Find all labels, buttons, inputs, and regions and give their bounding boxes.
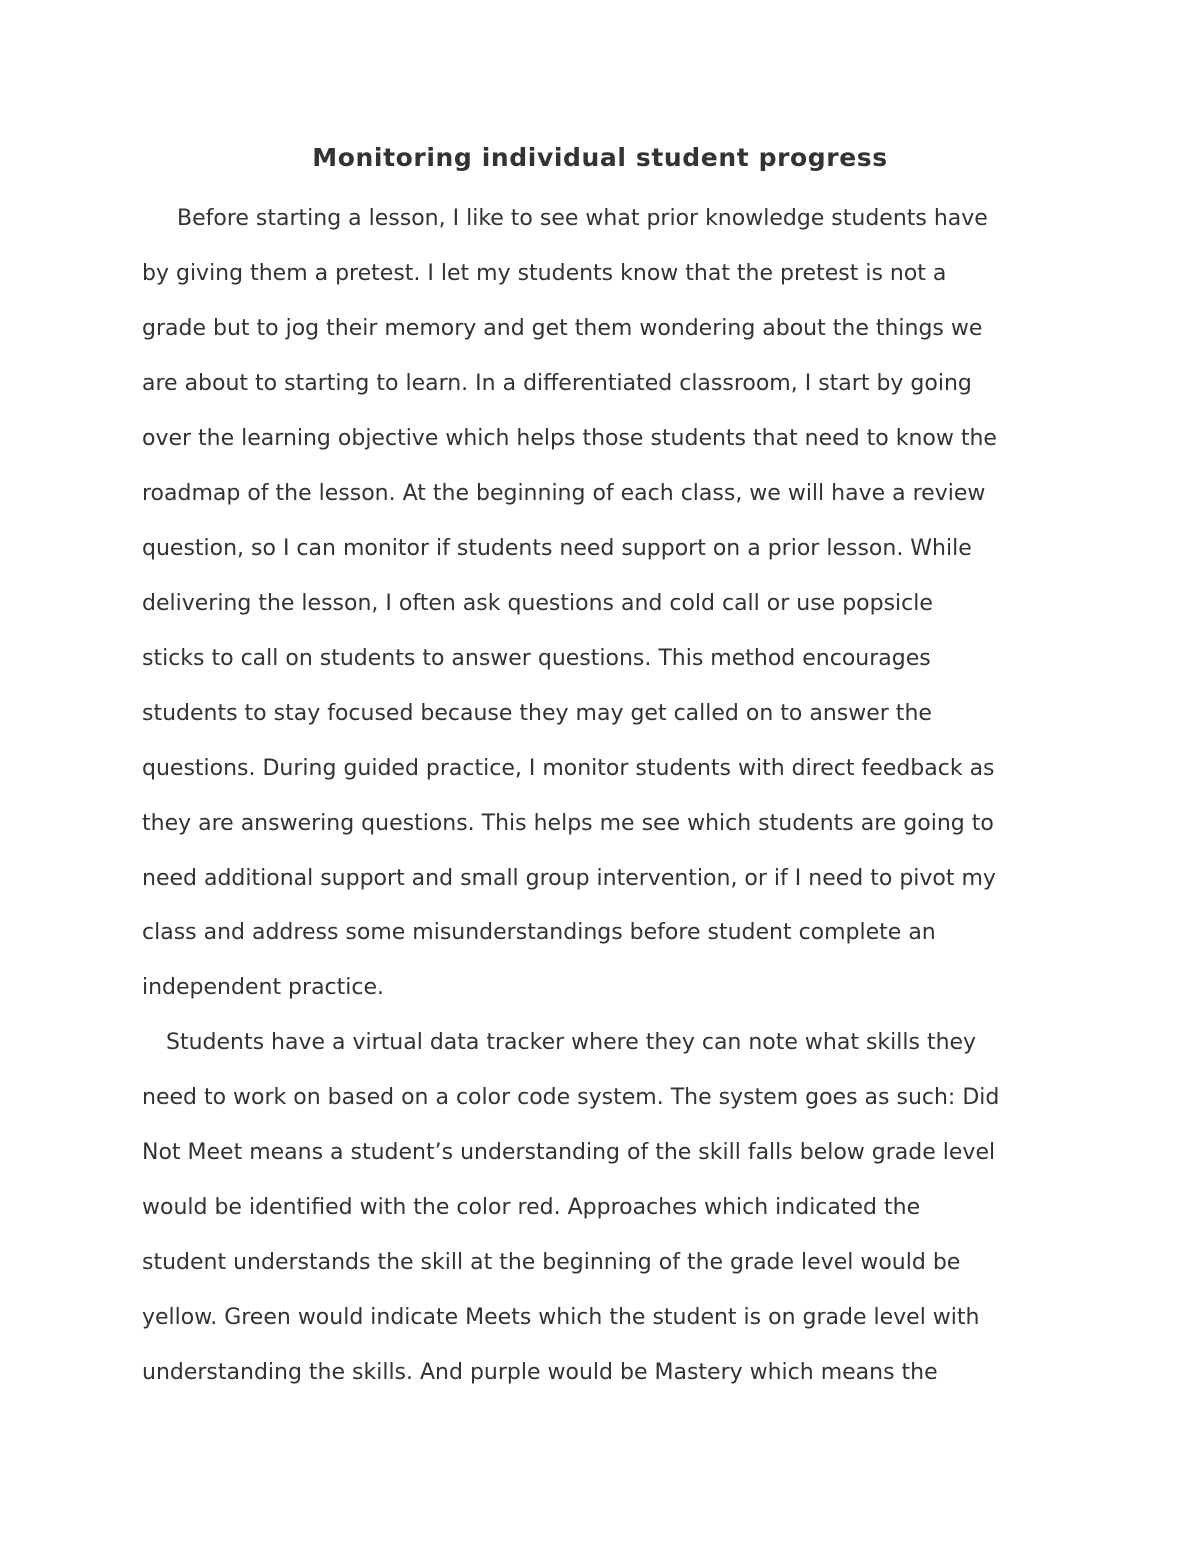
paragraph-line: Students have a virtual data tracker where they can note what skills they bbox=[166, 1030, 977, 1055]
paragraph-line: roadmap of the lesson. At the beginning of each class, we will have a review bbox=[142, 481, 986, 506]
paragraph-line: are about to starting to learn. In a differentiated classroom, I start by going bbox=[142, 371, 972, 396]
document-title: Monitoring individual student progress bbox=[312, 143, 888, 172]
paragraph-line: Not Meet means a student’s understanding of the skill falls below grade level bbox=[142, 1140, 996, 1165]
paragraph-line: delivering the lesson, I often ask questions and cold call or use popsicle bbox=[142, 591, 933, 616]
paragraph-line: grade but to jog their memory and get them wondering about the things we bbox=[142, 316, 983, 341]
paragraph-line: need to work on based on a color code system. The system goes as such: Did bbox=[142, 1085, 1000, 1110]
paragraph-line: they are answering questions. This helps me see which students are going to bbox=[142, 811, 994, 836]
paragraph-line: students to stay focused because they may get called on to answer the bbox=[142, 701, 932, 726]
paragraph-line: question, so I can monitor if students need support on a prior lesson. While bbox=[142, 536, 972, 561]
paragraph-line: would be identified with the color red. Approaches which indicated the bbox=[142, 1195, 921, 1220]
paragraph-line: questions. During guided practice, I monitor students with direct feedback as bbox=[142, 756, 995, 781]
paragraph-line: student understands the skill at the beginning of the grade level would be bbox=[142, 1250, 961, 1275]
paragraph-line: by giving them a pretest. I let my students know that the pretest is not a bbox=[142, 261, 947, 286]
paragraph-line: yellow. Green would indicate Meets which the student is on grade level with bbox=[142, 1305, 980, 1330]
paragraph-line: need additional support and small group intervention, or if I need to pivot my bbox=[142, 866, 996, 891]
paragraph-line: class and address some misunderstandings before student complete an bbox=[142, 920, 936, 945]
paragraph-line: over the learning objective which helps those students that need to know the bbox=[142, 426, 997, 451]
paragraph-line: sticks to call on students to answer questions. This method encourages bbox=[142, 646, 931, 671]
paragraph-line: understanding the skills. And purple would be Mastery which means the bbox=[142, 1360, 938, 1385]
paragraph-line: independent practice. bbox=[142, 975, 385, 1000]
paragraph-line: Before starting a lesson, I like to see what prior knowledge students have bbox=[177, 206, 988, 231]
